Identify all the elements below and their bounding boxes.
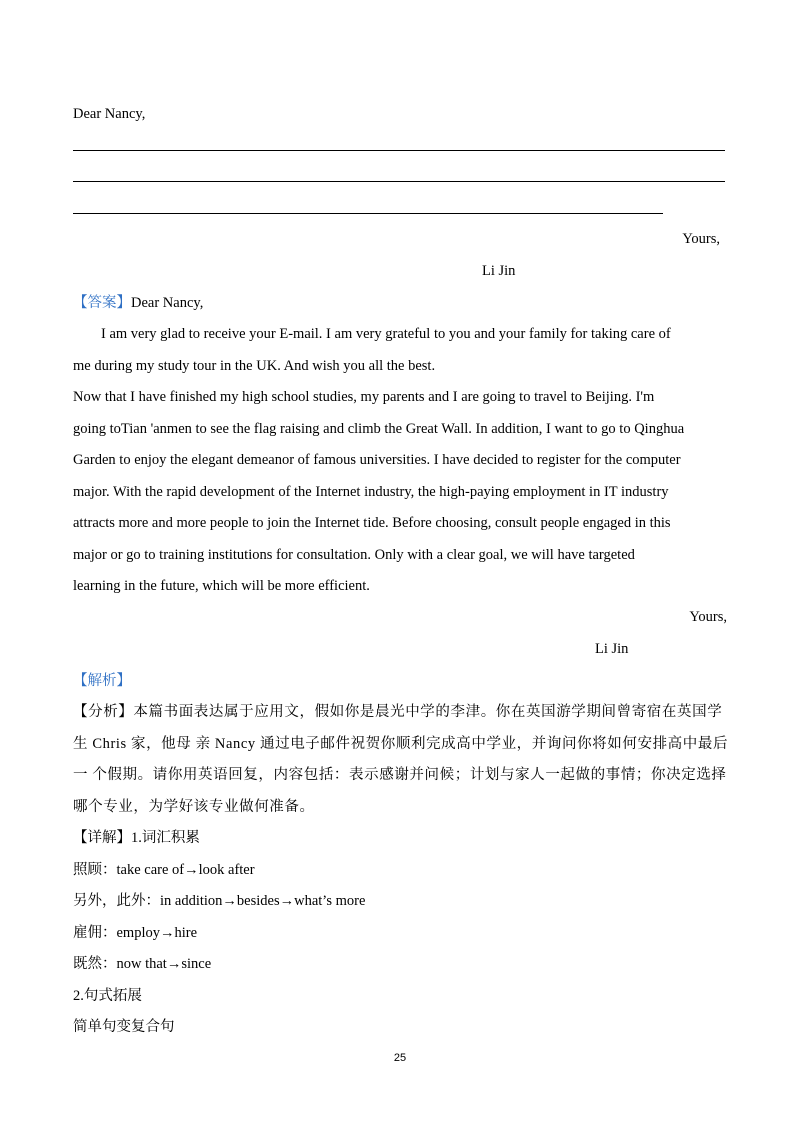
answer-line-4: going toTian 'anmen to see the flag raising and climb the Great Wall. In addition, I want to go to Qinghua [73,421,685,437]
answer-line-3: Now that I have finished my high school studies, my parents and I are going to travel to Beijing. I'm [73,389,655,405]
answer-line-5: Garden to enjoy the elegant demeanor of famous universities. I have decided to register for the computer [73,452,681,468]
vocab-item-3: 雇佣：employ→hire [73,925,198,941]
section2-title: 2.句式拓展 [73,988,142,1004]
writing-line-1 [73,150,725,151]
answer-line-9: learning in the future, which will be more efficient. [73,578,370,594]
answer-line-1: I am very glad to receive your E-mail. I am very grateful to you and your family for taking care of [101,326,671,342]
page-number: 25 [393,1052,407,1064]
xiangjie-tag: 【详解】 [73,830,131,846]
xiangjie-heading [73,828,200,848]
fenxi-text-1: 本篇书面表达属于应用文，假如你是晨光中学的李津。你在英国游学期间曾寄宿在英国学 [133,704,723,720]
answer-line-7: attracts more and more people to join the Internet tide. Before choosing, consult people engaged in this [73,515,671,531]
analysis-fenxi-line-2: 生 Chris 家，他母 亲 Nancy 通过电子邮件祝贺你顺利完成高中学业，并询问你将如何安排高中最后 [73,736,729,752]
answer-tag: 【答案】 [73,295,131,311]
writing-line-3 [73,213,663,214]
analysis-fenxi-line-3: 一 个假期。请你用英语回复，内容包括：表示感谢并问候；计划与家人一起做的事情；你决定选择 [73,767,727,783]
letter-signature: Li Jin [482,263,516,279]
answer-line-6: major. With the rapid development of the Internet industry, the high-paying employment in IT industry [73,484,669,500]
analysis-fenxi-line-4: 哪个专业，为学好该专业做何准备。 [73,799,315,815]
analysis-fenxi-line-1 [73,702,722,722]
letter-greeting: Dear Nancy, [73,106,146,122]
section2-subtitle: 简单句变复合句 [73,1019,175,1035]
vocab-item-2: 另外，此外：in addition→besides→what’s more [73,893,366,909]
writing-line-2 [73,181,725,182]
vocab-item-1: 照顾：take care of→look after [73,862,255,878]
vocab-item-4: 既然：now that→since [73,956,212,972]
answer-line-2: me during my study tour in the UK. And wish you all the best. [73,358,436,374]
answer-signature: Li Jin [595,641,629,657]
answer-closing: Yours, [689,609,727,625]
xiangjie-title: 1.词汇积累 [131,830,200,846]
answer-greeting: Dear Nancy, [131,295,204,311]
fenxi-tag: 【分析】 [73,704,134,720]
answer-line-8: major or go to training institutions for consultation. Only with a clear goal, we will have targeted [73,547,635,563]
letter-closing: Yours, [682,231,720,247]
answer-heading [73,293,203,313]
analysis-tag: 【解析】 [73,673,131,689]
